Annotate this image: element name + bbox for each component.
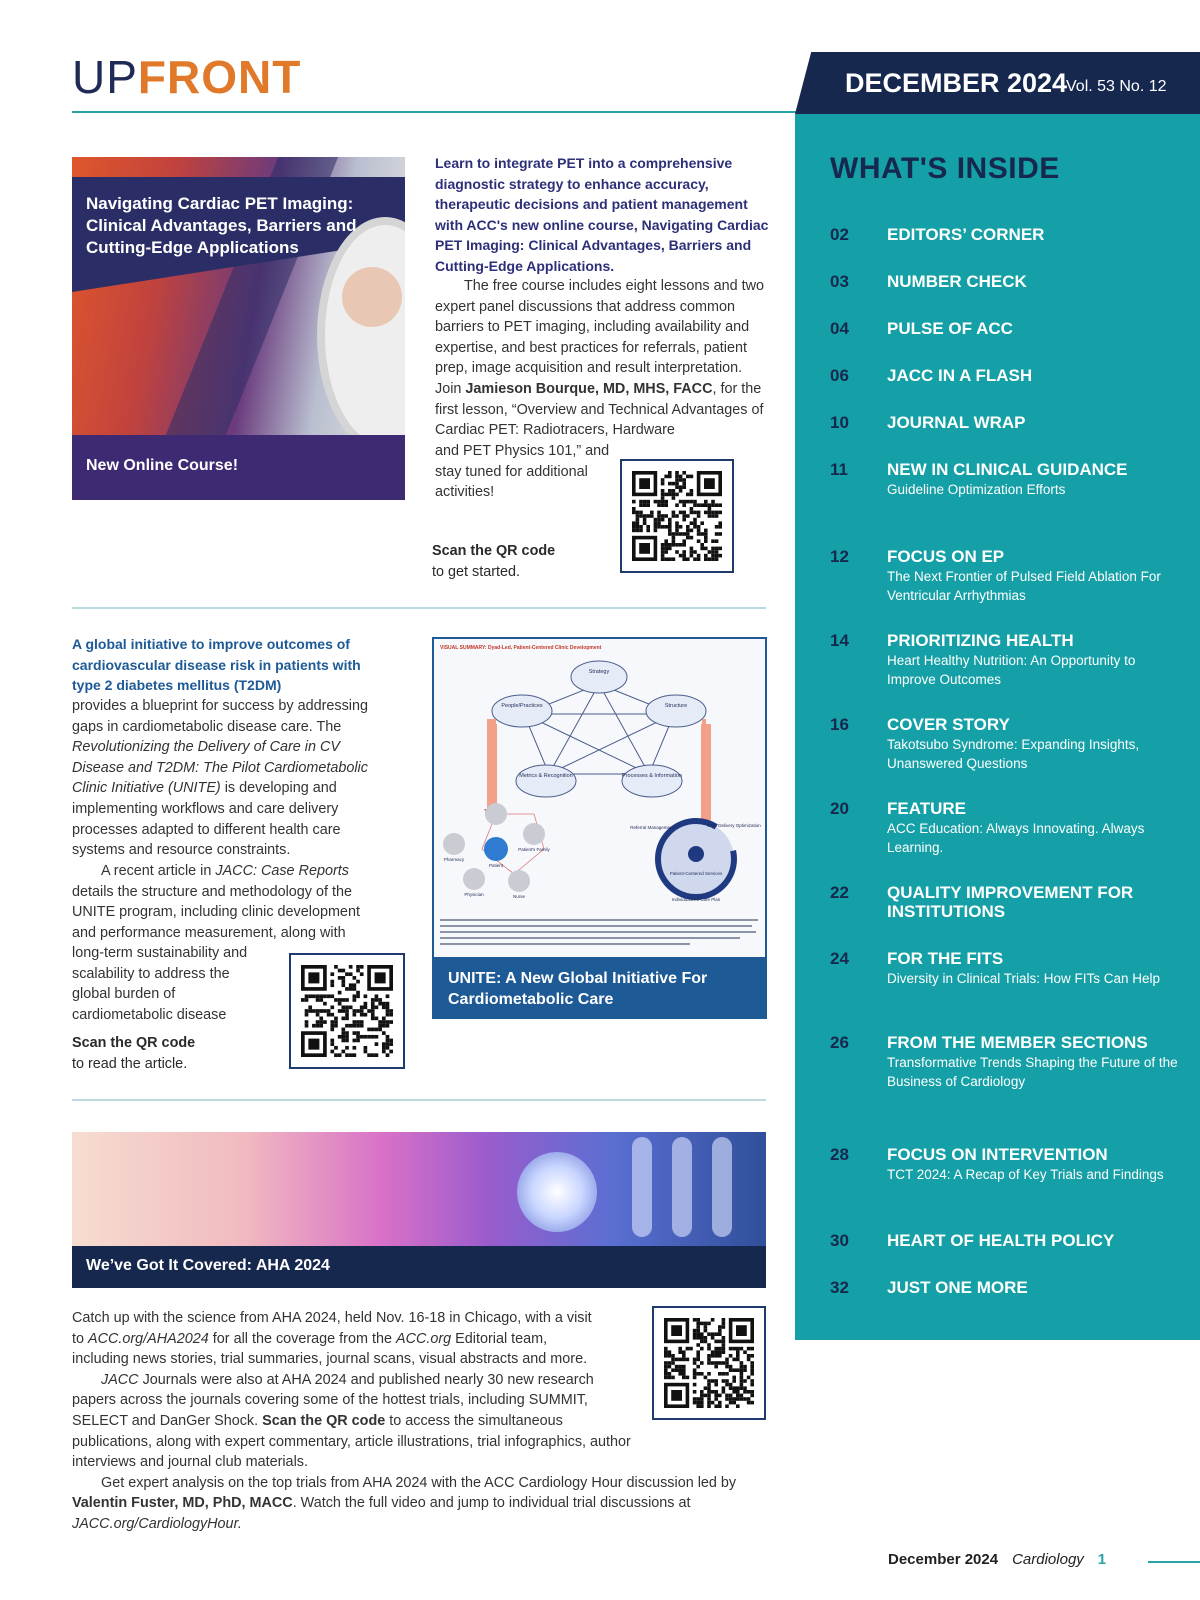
unite-node-patient: Patient [488,863,504,868]
unite-node-referral: Referral Management [630,825,674,830]
toc-title: COVER STORY [887,715,1010,734]
aha-link-cardiologyhour[interactable]: JACC.org/CardiologyHour. [72,1515,242,1532]
pet-scan-rest: to get started. [432,563,520,580]
aha-p1-text: Catch up with the science from AHA 2024, held Nov. 16-18 in Chicago, with a visit to [72,1310,592,1347]
unite-body-text: provides a blueprint for success by addressing gaps in cardiometabolic disease care. The [72,698,368,735]
page-footer [888,1551,1106,1568]
toc-subtitle: The Next Frontier of Pulsed Field Ablation For Ventricular Arrhythmias [887,569,1161,603]
page-number: 1 [1097,1551,1107,1568]
toc-page-number: 32 [830,1278,849,1297]
toc-title: PULSE OF ACC [887,319,1013,338]
pet-article-lead: Learn to integrate PET into a comprehensive diagnostic strategy to enhance accuracy, therapeutic decisions and patient management with ACC's new online course, Navigating Cardiac PET Imaging: Clinical Advantages, Barriers and Cutting-Edge Applications. [435,155,769,274]
aha-paragraph-2 [72,1370,632,1473]
toc-subtitle: Transformative Trends Shaping the Future of the Business of Cardiology [887,1055,1178,1089]
toc-title: FROM THE MEMBER SECTIONS [887,1033,1148,1052]
pet-scan-instruction [432,541,612,582]
section-divider [72,1099,766,1101]
unite-figure-header: VISUAL SUMMARY: Dyad-Led, Patient-Centered Clinic Development [440,645,602,651]
unite-node-structure: Structure [664,703,688,709]
aha-qr-code[interactable] [652,1306,766,1420]
toc-title: FEATURE [887,799,967,818]
toc-subtitle: Heart Healthy Nutrition: An Opportunity to Improve Outcomes [887,653,1136,687]
unite-node-nurse: Nurse [512,894,526,899]
toc-subtitle: TCT 2024: A Recap of Key Trials and Findings [887,1167,1164,1182]
toc-title: JUST ONE MORE [887,1278,1028,1297]
aha-p2-text: Journals were also at AHA 2024 and published nearly 30 new research papers across the journals covering some of the hottest trials, including SUMMIT, SELECT and DanGer Shock. [72,1371,594,1429]
masthead-front: FRONT [137,51,302,103]
toc-page-number: 02 [830,225,849,244]
toc-page-number: 03 [830,272,849,291]
unite-node-people: People/Practices [501,703,543,709]
aha-p2-end: to access the simultaneous publications, along with expert commentary, article illustrations, trial infographics, author interviews and journal club materials. [72,1412,631,1471]
toc-title: FOCUS ON INTERVENTION [887,1145,1108,1164]
pet-body-end: , for the first lesson, “Overview and Technical Advantages of Cardiac PET: Radiotracers, Hardware [435,380,764,439]
unite-node-pharmacy: Pharmacy [443,857,465,862]
masthead [72,51,302,103]
header-divider [72,111,802,113]
unite-node-services: Patient-Centered Services [669,871,723,876]
pet-scan-bold: Scan the QR code [432,543,556,559]
toc-title: FOR THE FITS [887,949,1004,968]
toc-title: FOCUS ON EP [887,547,1005,566]
toc-page-number: 16 [830,715,849,734]
unite-visual-summary [434,639,765,957]
toc-subtitle: ACC Education: Always Innovating. Always Learning. [887,821,1145,855]
aha-paragraph-3 [72,1473,772,1535]
unite-node-processes: Processes & Information [622,773,682,779]
unite-node-physician: Physician [464,892,484,897]
unite-article-lead: A global initiative to improve outcomes of cardiovascular disease risk in patients with type 2 diabetes mellitus (T2DM) [72,636,361,694]
pet-article-body-continued: and PET Physics 101,” and stay tuned for additional activities! [435,443,610,501]
toc-page-number: 11 [830,460,848,479]
toc-page-number: 28 [830,1145,849,1164]
aha-scan-bold: Scan the QR code [262,1412,386,1429]
issue-volume: Vol. 53 No. 12 [1066,78,1167,95]
aha-p3-text: Get expert analysis on the top trials from AHA 2024 with the ACC Cardiology Hour discussion led by [101,1474,737,1491]
pet-article-body [435,276,770,441]
pet-image-caption [72,435,405,500]
unite-article-body-3: long-term sustainability and scalability to address the global burden of cardiometabolic disease [72,945,248,1023]
toc-subtitle: Takotsubo Syndrome: Expanding Insights, Unanswered Questions [887,737,1140,771]
toc-title: HEART OF HEALTH POLICY [887,1231,1115,1250]
unite-node-careplan: Individualized Care Plan [671,897,721,902]
toc-title: JOURNAL WRAP [887,413,1026,432]
issue-date: DECEMBER 2024 [845,68,1068,98]
aha-p3-mid: . Watch the full video and jump to individual trial discussions at [292,1495,691,1512]
pet-body-text: The free course includes eight lessons and two expert panel discussions that address common barriers to PET imaging, including availability and expertise, and best practices for referrals, patient prep, image acquisition and result interpretation. Join [435,278,764,397]
toc-subtitle: Diversity in Clinical Trials: How FITs Can Help [887,971,1161,986]
footer-rule [1148,1561,1200,1563]
aha-paragraph-1 [72,1308,607,1370]
unite-qr-code[interactable] [289,953,405,1069]
aha-link-accorg[interactable]: ACC.org [395,1330,452,1347]
pet-scan-photo [72,157,405,435]
toc-page-number: 14 [830,631,849,650]
unite-article-body [72,696,392,861]
toc-page-number: 12 [830,547,849,566]
toc-page-number: 10 [830,413,849,432]
unite-node-delivery: Care Delivery Optimization [707,823,761,828]
pet-caption-text: New Online Course! [86,457,239,474]
toc-page-number: 26 [830,1033,849,1052]
pet-qr-code[interactable] [620,459,734,573]
unite-scan-instruction [72,1033,272,1074]
toc-page-number: 24 [830,949,849,968]
toc-page-number: 04 [830,319,849,338]
unite-body2-end: details the structure and methodology of the UNITE program, including clinic development and performance measurement, along with [72,883,360,941]
unite-node-strategy: Strategy [588,669,610,675]
unite-caption-text: UNITE: A New Global Initiative For Cardiometabolic Care [448,970,708,1008]
unite-body2-start: A recent article in [101,863,216,879]
aha-p1-mid: for all the coverage from the [208,1330,396,1347]
toc-title: QUALITY IMPROVEMENT FOR INSTITUTIONS [887,883,1134,921]
aha-link-aha2024[interactable]: ACC.org/AHA2024 [88,1330,209,1347]
toc-subtitle: Guideline Optimization Efforts [887,482,1066,497]
toc-page-number: 06 [830,366,849,385]
footer-date: December 2024 [888,1551,999,1568]
toc-page-number: 22 [830,883,849,902]
aha-banner[interactable] [72,1132,766,1288]
toc-page-number: 20 [830,799,849,818]
unite-node-metrics: Metrics & Recognition [519,773,573,779]
unite-figure[interactable] [432,637,767,1019]
toc-page-number: 30 [830,1231,849,1250]
toc-title: PRIORITIZING HEALTH [887,631,1074,650]
unite-article-body-2 [72,861,382,943]
pet-course-image[interactable] [72,157,405,500]
footer-publication: Cardiology [1012,1551,1084,1568]
unite-diagram [434,639,765,957]
aha-caption-text: We’ve Got It Covered: AHA 2024 [86,1257,330,1274]
unite-journal-name: JACC: Case Reports [215,863,349,879]
unite-scan-bold: Scan the QR code [72,1035,196,1051]
toc-title: EDITORS’ CORNER [887,225,1045,244]
aha-jacc-name: JACC [101,1371,139,1388]
unite-caption [434,957,765,1019]
aha-caption [72,1246,766,1288]
pet-author-name: Jamieson Bourque, MD, MHS, FACC [465,380,713,397]
aha-lab-photo [72,1132,766,1246]
toc-title: JACC IN A FLASH [887,366,1033,385]
aha-p1-end: Editorial team, including news stories, trial summaries, journal scans, visual abstracts and more. [72,1330,588,1368]
whats-inside-title: WHAT'S INSIDE [830,152,1060,185]
pet-image-title: Navigating Cardiac PET Imaging: Clinical Advantages, Barriers and Cutting-Edge Applications [86,194,357,257]
unite-body-end: is developing and implementing workflows and care delivery processes adapted to different health care systems and resource constraints. [72,780,341,859]
masthead-up: UP [72,51,138,103]
unite-program-title: Revolutionizing the Delivery of Care in CV Disease and T2DM: The Pilot Cardiometabolic Clinic Initiative (UNITE) [72,739,368,797]
section-divider [72,607,766,609]
unite-scan-rest: to read the article. [72,1055,188,1072]
toc-title: NUMBER CHECK [887,272,1027,291]
unite-node-family: Patient's Family [518,847,550,852]
aha-expert-name: Valentin Fuster, MD, PhD, MACC [72,1495,293,1512]
toc-title: NEW IN CLINICAL GUIDANCE [887,460,1128,479]
